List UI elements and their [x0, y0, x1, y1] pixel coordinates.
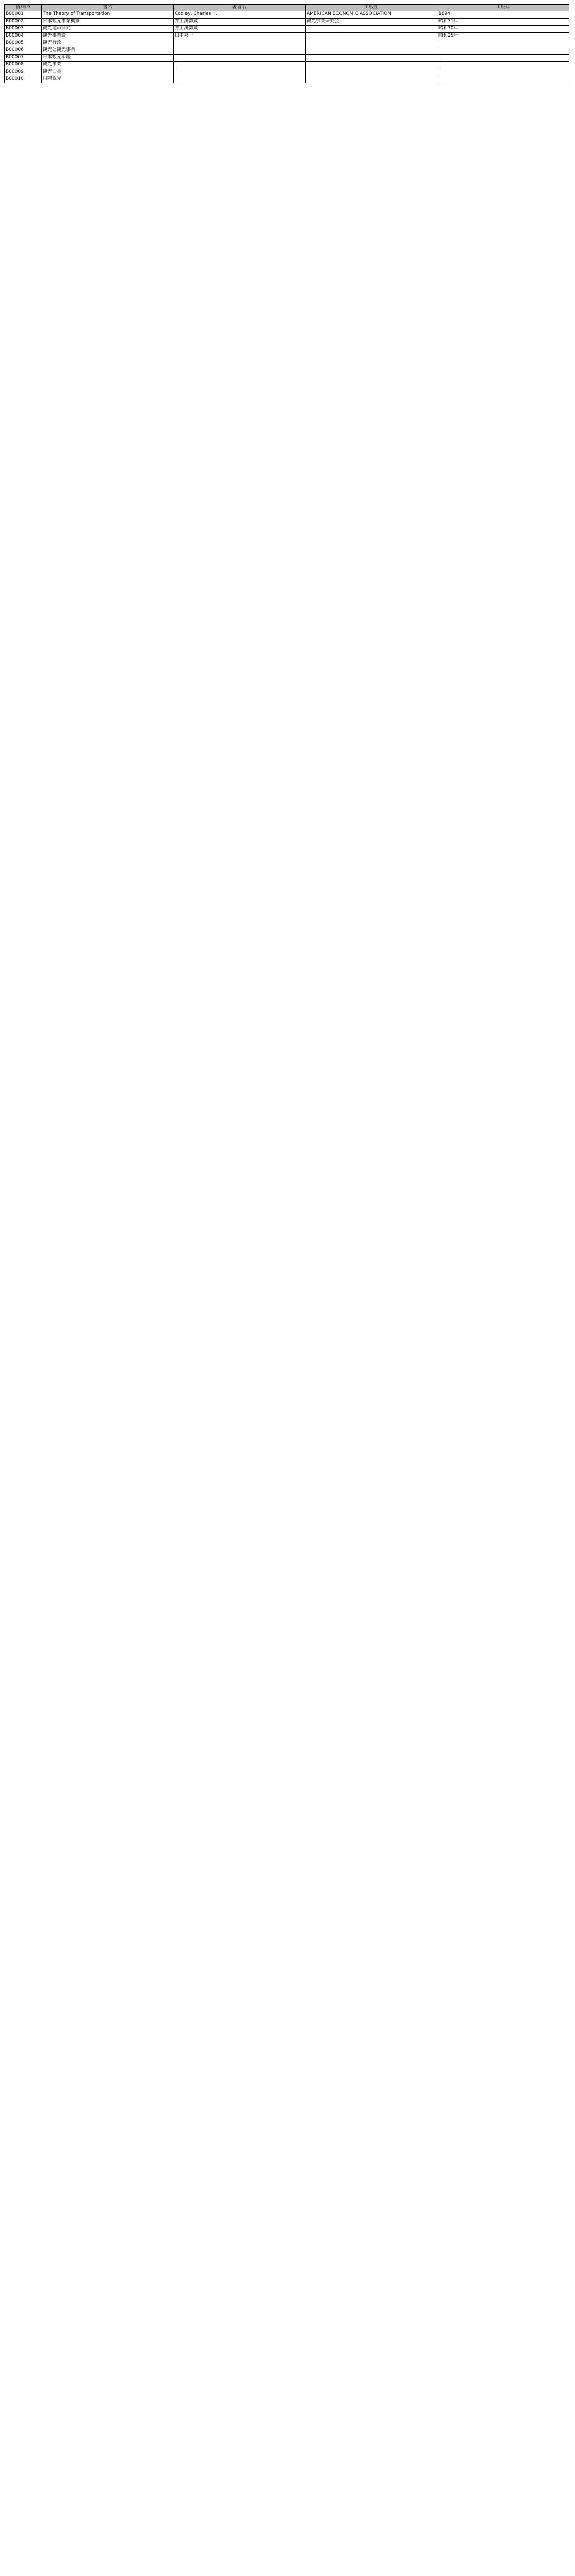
cell-title: 観光地の開発 [42, 26, 174, 33]
cell-publisher [306, 69, 437, 76]
table-row [5, 55, 569, 62]
cell-publisher [306, 26, 437, 33]
header-row [5, 5, 569, 11]
cell-publisher [306, 62, 437, 69]
cell-year [437, 55, 569, 62]
cell-author: Cooley, Charles H. [174, 11, 306, 19]
cell-title: The Theory of Transportation [42, 11, 174, 19]
cell-year [437, 62, 569, 69]
cell-year [437, 40, 569, 47]
column-header: 書名 [42, 5, 174, 11]
cell-publisher [306, 76, 437, 83]
cell-id: B00008 [5, 62, 42, 69]
table-row [5, 69, 569, 76]
cell-year: 昭和25年 [437, 33, 569, 40]
cell-author [174, 62, 306, 69]
cell-author: 井上萬壽蔵 [174, 19, 306, 26]
cell-id: B00007 [5, 55, 42, 62]
cell-title: 観光事業論 [42, 33, 174, 40]
table-row [5, 19, 569, 26]
cell-id: B00002 [5, 19, 42, 26]
cell-author: 田中喜一 [174, 33, 306, 40]
cell-author: 井上萬壽蔵 [174, 26, 306, 33]
cell-year [437, 47, 569, 55]
cell-author [174, 47, 306, 55]
cell-author [174, 40, 306, 47]
cell-id: B00009 [5, 69, 42, 76]
cell-year: 昭和31年 [437, 19, 569, 26]
cell-year: 1894 [437, 11, 569, 19]
cell-publisher [306, 40, 437, 47]
cell-year: 昭和30年 [437, 26, 569, 33]
cell-author [174, 69, 306, 76]
cell-id: B00003 [5, 26, 42, 33]
cell-author [174, 76, 306, 83]
cell-year [437, 69, 569, 76]
cell-publisher [306, 55, 437, 62]
table-row [5, 62, 569, 69]
cell-publisher [306, 33, 437, 40]
cell-title: 日本観光年鑑 [42, 55, 174, 62]
cell-id: B00001 [5, 11, 42, 19]
catalog-table [4, 4, 569, 83]
cell-id: B00006 [5, 47, 42, 55]
cell-title: 日本観光事業概論 [42, 19, 174, 26]
column-header: 資料ID [5, 5, 42, 11]
column-header: 出版年 [437, 5, 569, 11]
cell-id: B00005 [5, 40, 42, 47]
cell-title: 観光白書 [42, 69, 174, 76]
cell-title: 観光と観光事業 [42, 47, 174, 55]
table-row [5, 11, 569, 19]
cell-author [174, 55, 306, 62]
cell-year [437, 76, 569, 83]
table-body [5, 11, 569, 83]
cell-publisher: AMERICAN ECONOMIC ASSOCIATION [306, 11, 437, 19]
cell-title: 国際観光 [42, 76, 174, 83]
cell-id: B00004 [5, 33, 42, 40]
cell-title: 観光事業 [42, 62, 174, 69]
cell-id: B00010 [5, 76, 42, 83]
cell-title: 観光行政 [42, 40, 174, 47]
cell-publisher: 観光事業研究会 [306, 19, 437, 26]
cell-publisher [306, 47, 437, 55]
table-row [5, 26, 569, 33]
column-header: 出版社 [306, 5, 437, 11]
column-header: 著者名 [174, 5, 306, 11]
table-row [5, 47, 569, 55]
table-row [5, 76, 569, 83]
table-row [5, 33, 569, 40]
table-row [5, 40, 569, 47]
